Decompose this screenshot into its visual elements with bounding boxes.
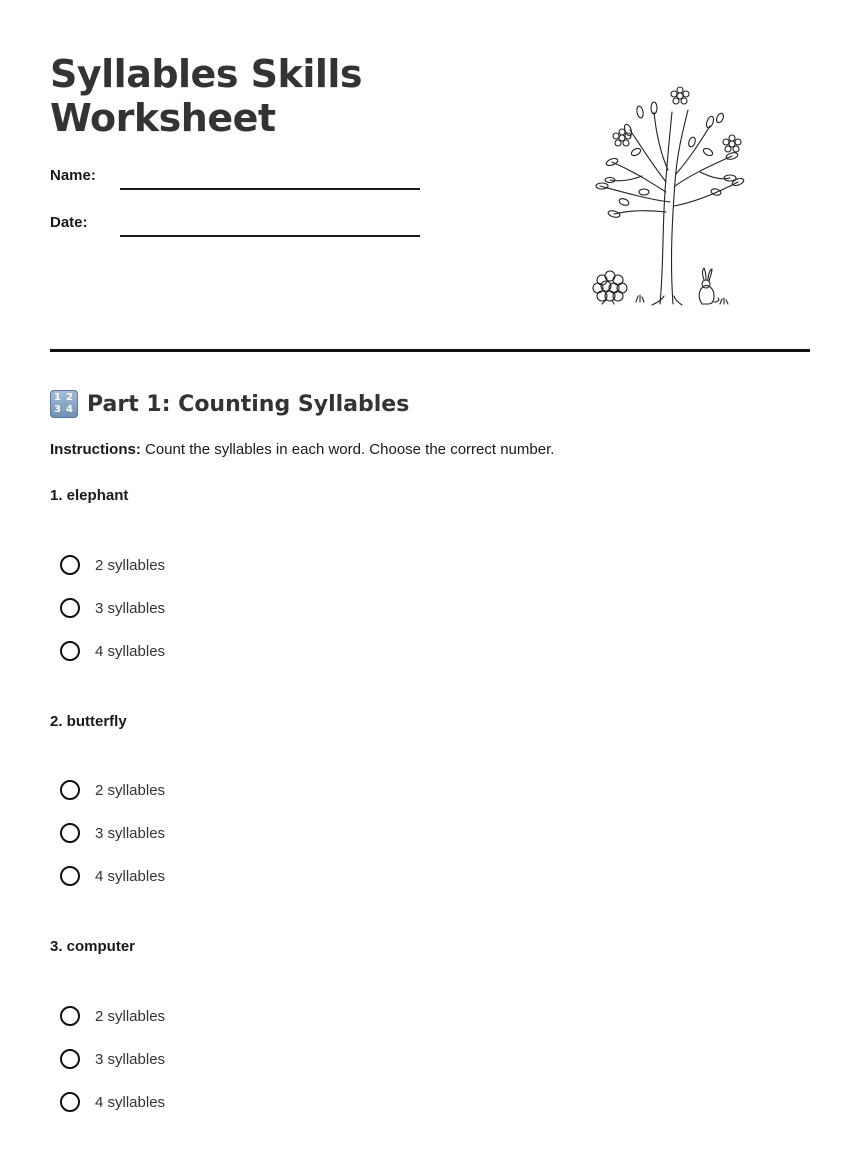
page-title: Syllables Skills Worksheet xyxy=(50,52,363,140)
part1-instructions xyxy=(50,441,554,458)
question-1-option-3[interactable] xyxy=(60,638,165,664)
question-2-option-2[interactable] xyxy=(60,820,165,846)
date-input[interactable] xyxy=(120,217,420,237)
name-field-row xyxy=(50,160,470,190)
option-label: 3 syllables xyxy=(95,1050,166,1068)
instructions-label: Instructions: xyxy=(50,441,141,458)
radio-button[interactable] xyxy=(60,1092,80,1112)
question-1-option-2[interactable] xyxy=(60,595,165,621)
worksheet-header xyxy=(50,0,810,352)
radio-button[interactable] xyxy=(60,780,80,800)
instructions-text: Count the syllables in each word. Choose the correct number. xyxy=(140,441,555,458)
option-label: 4 syllables xyxy=(95,867,166,885)
question-3-option-3[interactable] xyxy=(60,1089,165,1115)
option-label: 4 syllables xyxy=(95,642,166,660)
option-label: 2 syllables xyxy=(95,556,166,574)
name-label: Name: xyxy=(50,167,96,184)
header-divider xyxy=(50,349,810,352)
radio-button[interactable] xyxy=(60,1049,80,1069)
radio-button[interactable] xyxy=(60,598,80,618)
option-label: 3 syllables xyxy=(95,824,166,842)
radio-button[interactable] xyxy=(60,866,80,886)
radio-button[interactable] xyxy=(60,555,80,575)
question-title: 2. butterfly xyxy=(50,713,127,730)
date-label: Date: xyxy=(50,214,88,231)
radio-button[interactable] xyxy=(60,823,80,843)
question-2-option-3[interactable] xyxy=(60,863,165,889)
part1-title: Part 1: Counting Syllables xyxy=(87,391,410,417)
worksheet-page xyxy=(50,0,810,1161)
option-label: 4 syllables xyxy=(95,1093,166,1111)
question-3-option-1[interactable] xyxy=(60,1003,165,1029)
date-field-row xyxy=(50,207,470,237)
option-label: 3 syllables xyxy=(95,599,166,617)
option-label: 2 syllables xyxy=(95,781,166,799)
input-numbers-icon: 1 2 3 4 xyxy=(50,390,78,418)
question-title: 1. elephant xyxy=(50,487,129,504)
question-2-option-1[interactable] xyxy=(60,777,165,803)
part1-heading xyxy=(50,388,409,420)
name-input[interactable] xyxy=(120,170,420,190)
option-label: 2 syllables xyxy=(95,1007,166,1025)
question-title: 3. computer xyxy=(50,938,136,955)
radio-button[interactable] xyxy=(60,1006,80,1026)
radio-button[interactable] xyxy=(60,641,80,661)
question-3-option-2[interactable] xyxy=(60,1046,165,1072)
question-1-option-1[interactable] xyxy=(60,552,165,578)
tree-illustration-icon xyxy=(580,82,760,312)
